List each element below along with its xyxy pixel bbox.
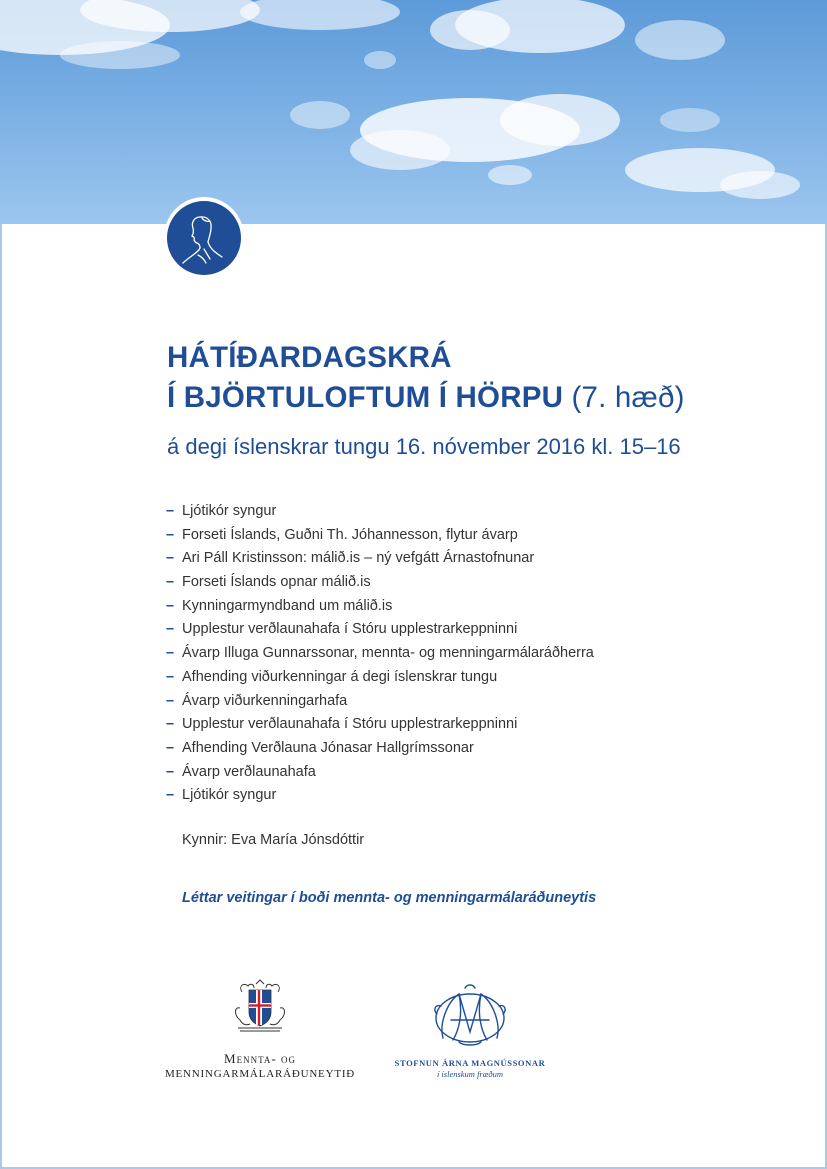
dash-bullet: – — [166, 597, 175, 614]
icelandic-coat-of-arms-icon — [232, 978, 288, 1034]
program-item-label: Ari Páll Kristinsson: málið.is – ný vefgátt Árnastofnunar — [182, 550, 535, 567]
title-line-2 — [167, 378, 685, 418]
program-item-label: Upplestur verðlaunahafa í Stóru upplestrarkeppninni — [182, 621, 518, 638]
refreshments-note: Léttar veitingar í boði mennta- og menningarmálaráðuneytis — [182, 890, 597, 906]
title-venue: Í BJÖRTULOFTUM Í HÖRPU — [167, 381, 564, 414]
host-line: Kynnir: Eva María Jónsdóttir — [182, 832, 365, 848]
page-title — [167, 338, 685, 418]
institute-line-1: STOFNUN ÁRNA MAGNÚSSONAR — [394, 1058, 546, 1068]
dash-bullet: – — [166, 526, 175, 543]
list-item — [166, 524, 594, 548]
list-item — [166, 761, 594, 785]
ministry-name — [160, 1050, 360, 1082]
list-item — [166, 642, 594, 666]
list-item — [166, 571, 594, 595]
title-line-1: HÁTÍÐARDAGSKRÁ — [167, 341, 452, 374]
ministry-line-1: Mennta- og — [224, 1051, 296, 1066]
dash-bullet: – — [166, 550, 175, 567]
program-item-label: Upplestur verðlaunahafa í Stóru upplestrarkeppninni — [182, 716, 518, 733]
program-item-label: Afhending Verðlauna Jónasar Hallgrímssonar — [182, 739, 474, 756]
program-item-label: Forseti Íslands, Guðni Th. Jóhannesson, flytur ávarp — [182, 526, 518, 543]
title-floor: (7. hæð) — [571, 381, 685, 414]
dash-bullet: – — [166, 574, 175, 591]
program-item-label: Ávarp viðurkenningarhafa — [182, 692, 348, 709]
ministry-line-2: MENNINGARMÁLARÁÐUNEYTIÐ — [164, 1068, 356, 1080]
event-date: á degi íslenskrar tungu 16. nóvember 2016 kl. 15–16 — [167, 434, 681, 459]
program-item-label: Ljótikór syngur — [182, 503, 277, 519]
institute-name — [390, 1057, 550, 1080]
dash-bullet: – — [166, 645, 175, 662]
am-monogram-icon — [429, 984, 511, 1050]
dash-bullet: – — [166, 621, 175, 638]
list-item — [166, 595, 594, 619]
institute-line-2: í íslenskum fræðum — [436, 1069, 504, 1079]
program-item-label: Ávarp verðlaunahafa — [182, 763, 316, 780]
dash-bullet: – — [166, 739, 175, 756]
program-item-label: Forseti Íslands opnar málið.is — [182, 574, 371, 591]
program-item-label: Ávarp Illuga Gunnarssonar, mennta- og menningarmálaráðherra — [182, 645, 594, 662]
dash-bullet: – — [166, 763, 175, 780]
program-item-label: Kynningarmyndband um málið.is — [182, 597, 393, 614]
list-item — [166, 713, 594, 737]
list-item — [166, 500, 594, 524]
dash-bullet: – — [166, 692, 175, 709]
portrait-medallion-icon — [164, 197, 244, 277]
list-item — [166, 547, 594, 571]
dash-bullet: – — [166, 716, 175, 733]
ministry-logo — [160, 978, 360, 1088]
dash-bullet: – — [166, 668, 175, 685]
program-item-label: Afhending viðurkenningar á degi íslenskrar tungu — [182, 668, 498, 685]
dash-bullet: – — [166, 503, 175, 519]
list-item — [166, 666, 594, 690]
list-item — [166, 690, 594, 714]
dash-bullet: – — [166, 787, 175, 804]
list-item — [166, 784, 594, 808]
program-item-label: Ljótikór syngur — [182, 787, 277, 804]
program-list — [166, 500, 594, 808]
sky-banner — [0, 0, 827, 224]
list-item — [166, 737, 594, 761]
institute-logo — [390, 984, 550, 1084]
list-item — [166, 618, 594, 642]
